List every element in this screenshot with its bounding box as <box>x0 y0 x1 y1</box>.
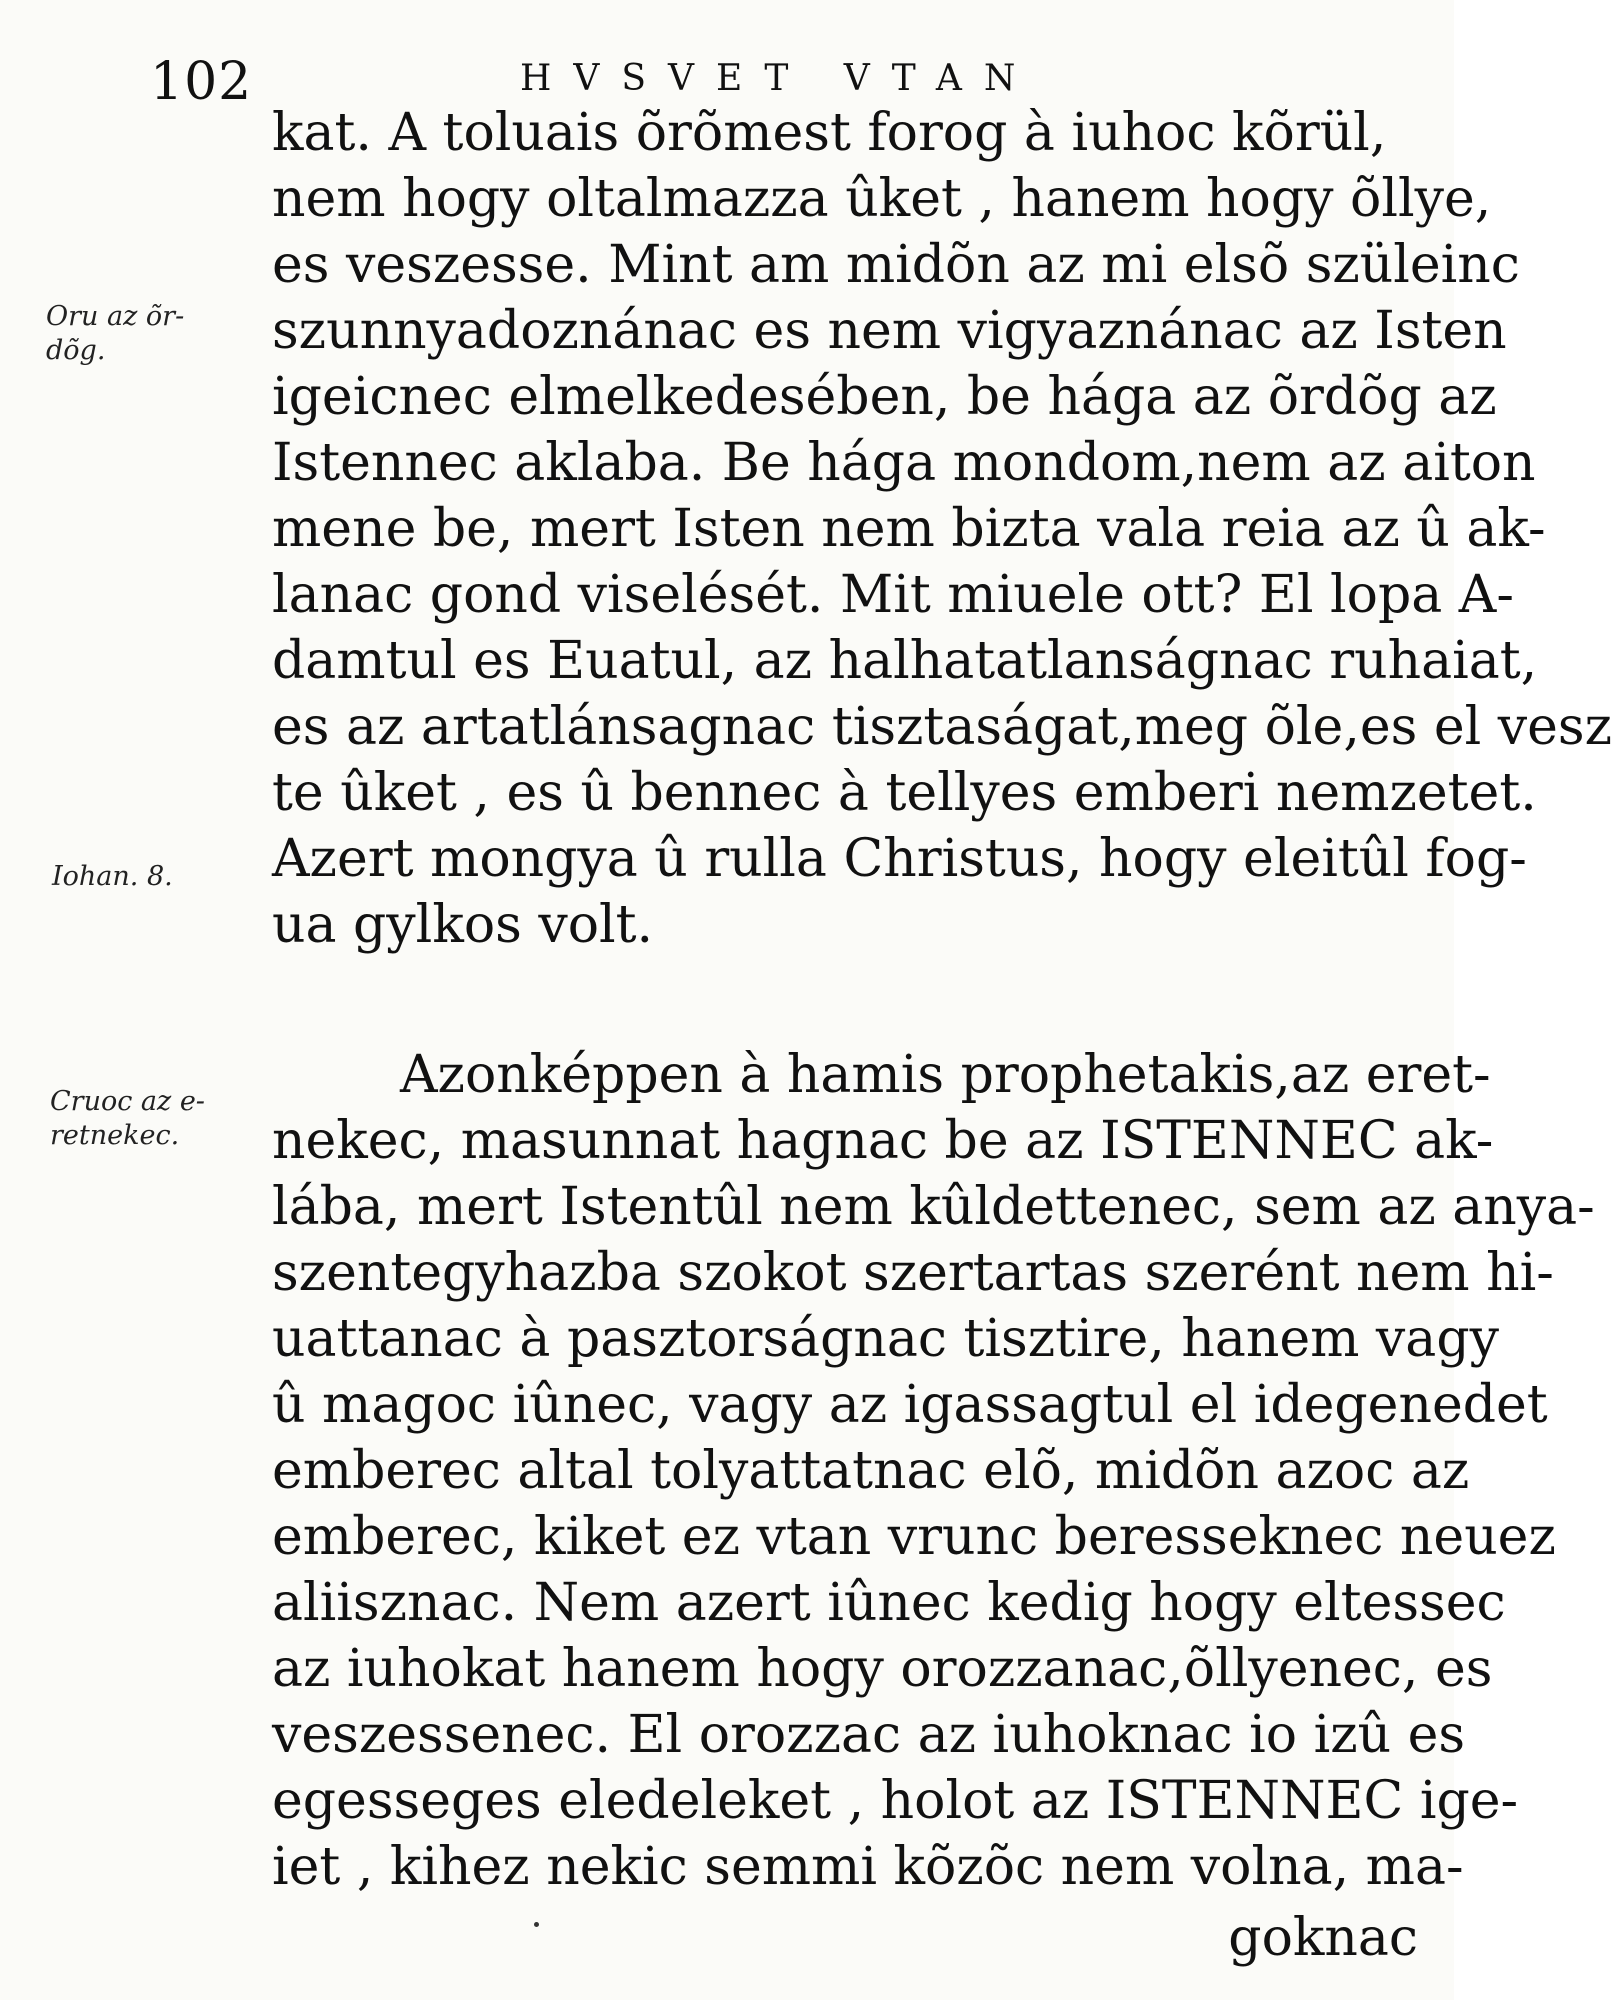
text-line: veszessenec. El orozzac az iuhoknac io izû es <box>272 1705 1466 1765</box>
margin-note-devil-robs <box>46 300 256 368</box>
text-line: szunnyadoznánac es nem vigyaznánac az Isten <box>272 301 1507 361</box>
margin-note-john-8 <box>52 860 262 894</box>
margin-note-line: Iohan. 8. <box>52 861 173 892</box>
paragraph-gap <box>272 958 1422 1042</box>
text-line: Azonképpen à hamis prophetakis,az eret- <box>400 1045 1491 1105</box>
text-line: nekec, masunnat hagnac be az ISTENNEC ak- <box>272 1111 1494 1171</box>
body-text <box>272 100 1612 1900</box>
text-line: û magoc iûnec, vagy az igassagtul el idegenedet <box>272 1375 1548 1435</box>
text-line: te ûket , es û bennec à tellyes emberi nemzetet. <box>272 763 1537 823</box>
text-line: egesseges eledeleket , holot az ISTENNEC ige- <box>272 1771 1519 1831</box>
text-line: ua gylkos volt. <box>272 895 654 955</box>
margin-note-line: dõg. <box>46 335 106 366</box>
text-line: damtul es Euatul, az halhatatlanságnac ruhaiat, <box>272 631 1538 691</box>
margin-note-line: retnekec. <box>50 1120 180 1151</box>
text-line: iet , kihez nekic semmi kõzõc nem volna, ma- <box>272 1837 1464 1897</box>
text-line: kat. A toluais õrõmest forog à iuhoc kõrül, <box>272 103 1387 163</box>
text-line: Istennec aklaba. Be hága mondom,nem az aiton <box>272 433 1536 493</box>
margin-note-line: Oru az õr- <box>46 301 185 332</box>
paragraph-1 <box>272 100 1612 958</box>
text-line: es az artatlánsagnac tisztaságat,meg õle,es el vesz <box>272 697 1612 757</box>
text-line: nem hogy oltalmazza ûket , hanem hogy õllye, <box>272 169 1492 229</box>
text-line: aliisznac. Nem azert iûnec kedig hogy eltessec <box>272 1573 1506 1633</box>
text-line: es veszesse. Mint am midõn az mi elsõ szüleinc <box>272 235 1520 295</box>
text-line: lanac gond viselését. Mit miuele ott? El lopa A- <box>272 565 1514 625</box>
text-line: az iuhokat hanem hogy orozzanac,õllyenec, es <box>272 1639 1493 1699</box>
text-line: lába, mert Istentûl nem kûldettenec, sem az anya- <box>272 1177 1595 1237</box>
paragraph-2 <box>272 1042 1595 1900</box>
running-head: HVSVET VTAN <box>520 58 1038 99</box>
text-line: Azert mongya û rulla Christus, hogy eleitûl fog- <box>272 829 1527 889</box>
text-line: emberec altal tolyattatnac elõ, midõn azoc az <box>272 1441 1470 1501</box>
margin-note-heretics-rob <box>50 1085 260 1153</box>
text-line: uattanac à pasztorságnac tisztire, hanem vagy <box>272 1309 1499 1369</box>
page-number: 102 <box>150 52 253 112</box>
text-line: szentegyhazba szokot szertartas szerént nem hi- <box>272 1243 1554 1303</box>
text-line: mene be, mert Isten nem bizta vala reia az û ak- <box>272 499 1546 559</box>
text-line: igeicnec elmelkedesében, be hága az õrdõg az <box>272 367 1497 427</box>
margin-note-line: Cruoc az e- <box>50 1086 205 1117</box>
catchword: goknac <box>1228 1908 1418 1968</box>
ink-speck <box>534 1922 539 1927</box>
text-line: emberec, kiket ez vtan vrunc beresseknec neuez <box>272 1507 1556 1567</box>
